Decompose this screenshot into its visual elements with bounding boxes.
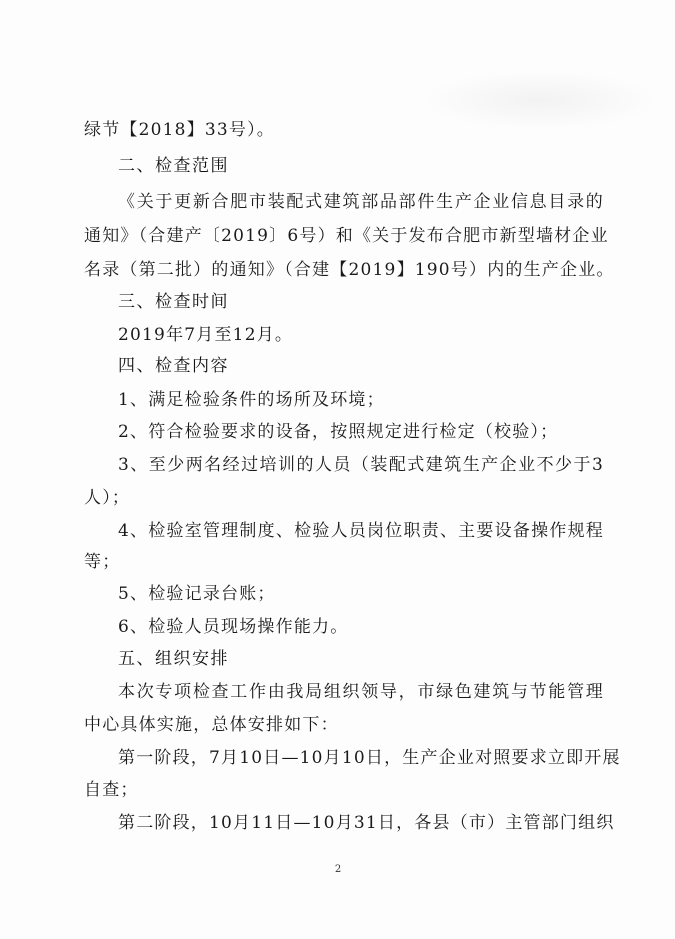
text-line: 第二阶段，10月11日—10月31日，各县（市）主管部门组织 [118,813,615,833]
text-line: 名录（第二批）的通知》（合建【2019】190号）内的生产企业。 [84,260,615,280]
page-number: 2 [334,864,342,875]
list-item: 5、检验记录台账； [118,584,276,604]
list-item: 4、检验室管理制度、检验人员岗位职责、主要设备操作规程 [118,521,604,541]
text-line: 自查； [84,780,139,800]
text-line: 《关于更新合肥市装配式建筑部品部件生产企业信息目录的 [118,192,604,212]
section-heading-scope: 二、检查范围 [118,156,229,176]
text-line: 本次专项检查工作由我局组织领导，市绿色建筑与节能管理 [118,682,604,702]
section-heading-content: 四、检查内容 [118,356,229,376]
list-item: 2、符合检验要求的设备，按照规定进行检定（校验）； [118,422,559,442]
list-item: 6、检验人员现场操作能力。 [118,617,349,637]
list-item: 1、满足检验条件的场所及环境； [118,390,385,410]
text-line: 第一阶段，7月10日—10月10日，生产企业对照要求立即开展 [118,748,621,768]
text-line: 等； [84,552,121,572]
text-line: 通知》（合建产〔2019〕6号）和《关于发布合肥市新型墙材企业 [84,226,609,246]
text-line: 绿节【2018】33号）。 [84,120,275,140]
list-item: 3、至少两名经过培训的人员（装配式建筑生产企业不少于3 [118,455,604,475]
section-heading-time: 三、检查时间 [118,292,229,312]
text-line: 中心具体实施，总体安排如下： [84,715,339,735]
section-heading-organization: 五、组织安排 [118,649,229,669]
text-line: 人）； [84,488,131,508]
text-line: 2019年7月至12月。 [118,325,294,345]
